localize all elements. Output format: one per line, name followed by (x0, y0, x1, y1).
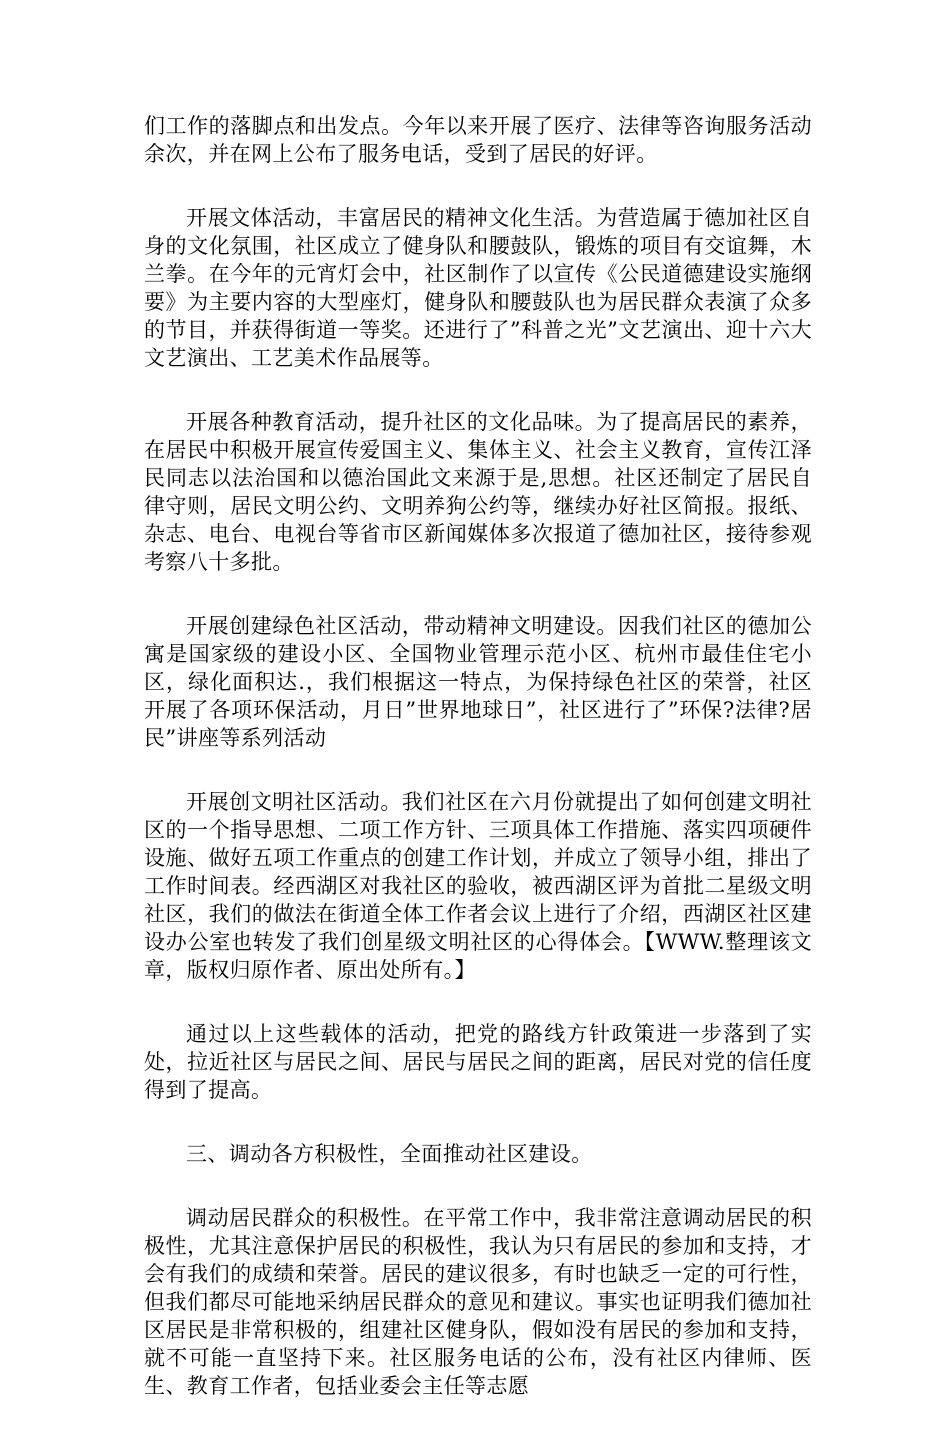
paragraph-resident-engagement: 调动居民群众的积极性。在平常工作中，我非常注意调动居民的积极性，尤其注意保护居民的积极性，我认为只有居民的参加和支持，才会有我们的成绩和荣誉。居民的建议很多，有时也缺乏一定的可行性，但我们都尽可能地采纳居民群众的意见和建议。事实也证明我们德加社区居民是非常积极的，组建社区健身队，假如没有居民的参加和支持，就不可能一直坚持下来。社区服务电话的公布，没有社区内律师、医生、教育工作者，包括业委会主任等志愿 (144, 1206, 812, 1398)
paragraph-green-community: 开展创建绿色社区活动，带动精神文明建设。因我们社区的德加公寓是国家级的建设小区、全国物业管理示范小区、杭州市最佳住宅小区，绿化面积达.，我们根据这一特点，为保持绿色社区的荣誉，社区开展了各项环保活动，月日”世界地球日”，社区进行了”环保?法律?居民”讲座等系列活动 (144, 614, 812, 750)
document-page (144, 112, 812, 1436)
paragraph-continuation: 们工作的落脚点和出发点。今年以来开展了医疗、法律等咨询服务活动余次，并在网上公布了服务电话，受到了居民的好评。 (144, 114, 812, 166)
paragraph-civilized-community: 开展创文明社区活动。我们社区在六月份就提出了如何创建文明社区的一个指导思想、二项工作方针、三项具体工作措施、落实四项硬件设施、做好五项工作重点的创建工作计划，并成立了领导小组，排出了工作时间表。经西湖区对我社区的验收，被西湖区评为首批二星级文明社区，我们的做法在街道全体工作者会议上进行了介绍，西湖区社区建设办公室也转发了我们创星级文明社区的心得体会。【WWW.整理该文章，版权归原作者、原出处所有。】 (144, 790, 812, 982)
paragraph-summary: 通过以上这些载体的活动，把党的路线方针政策进一步落到了实处，拉近社区与居民之间、居民与居民之间的距离，居民对党的信任度得到了提高。 (144, 1022, 812, 1102)
paragraph-education-activities: 开展各种教育活动，提升社区的文化品味。为了提高居民的素养，在居民中积极开展宣传爱国主义、集体主义、社会主义教育，宣传江泽民同志以法治国和以德治国此文来源于是,思想。社区还制定了居民自律守则，居民文明公约、文明养狗公约等，继续办好社区简报。报纸、杂志、电台、电视台等省市区新闻媒体多次报道了德加社区，接待参观考察八十多批。 (144, 410, 812, 574)
paragraph-cultural-activities: 开展文体活动，丰富居民的精神文化生活。为营造属于德加社区自身的文化氛围，社区成立了健身队和腰鼓队，锻炼的项目有交谊舞，木兰拳。在今年的元宵灯会中，社区制作了以宣传《公民道德建设实施纲要》为主要内容的大型座灯，健身队和腰鼓队也为居民群众表演了众多的节目，并获得街道一等奖。还进行了”科普之光”文艺演出、迎十六大文艺演出、工艺美术作品展等。 (144, 206, 812, 370)
section-heading: 三、调动各方积极性，全面推动社区建设。 (186, 1142, 593, 1166)
